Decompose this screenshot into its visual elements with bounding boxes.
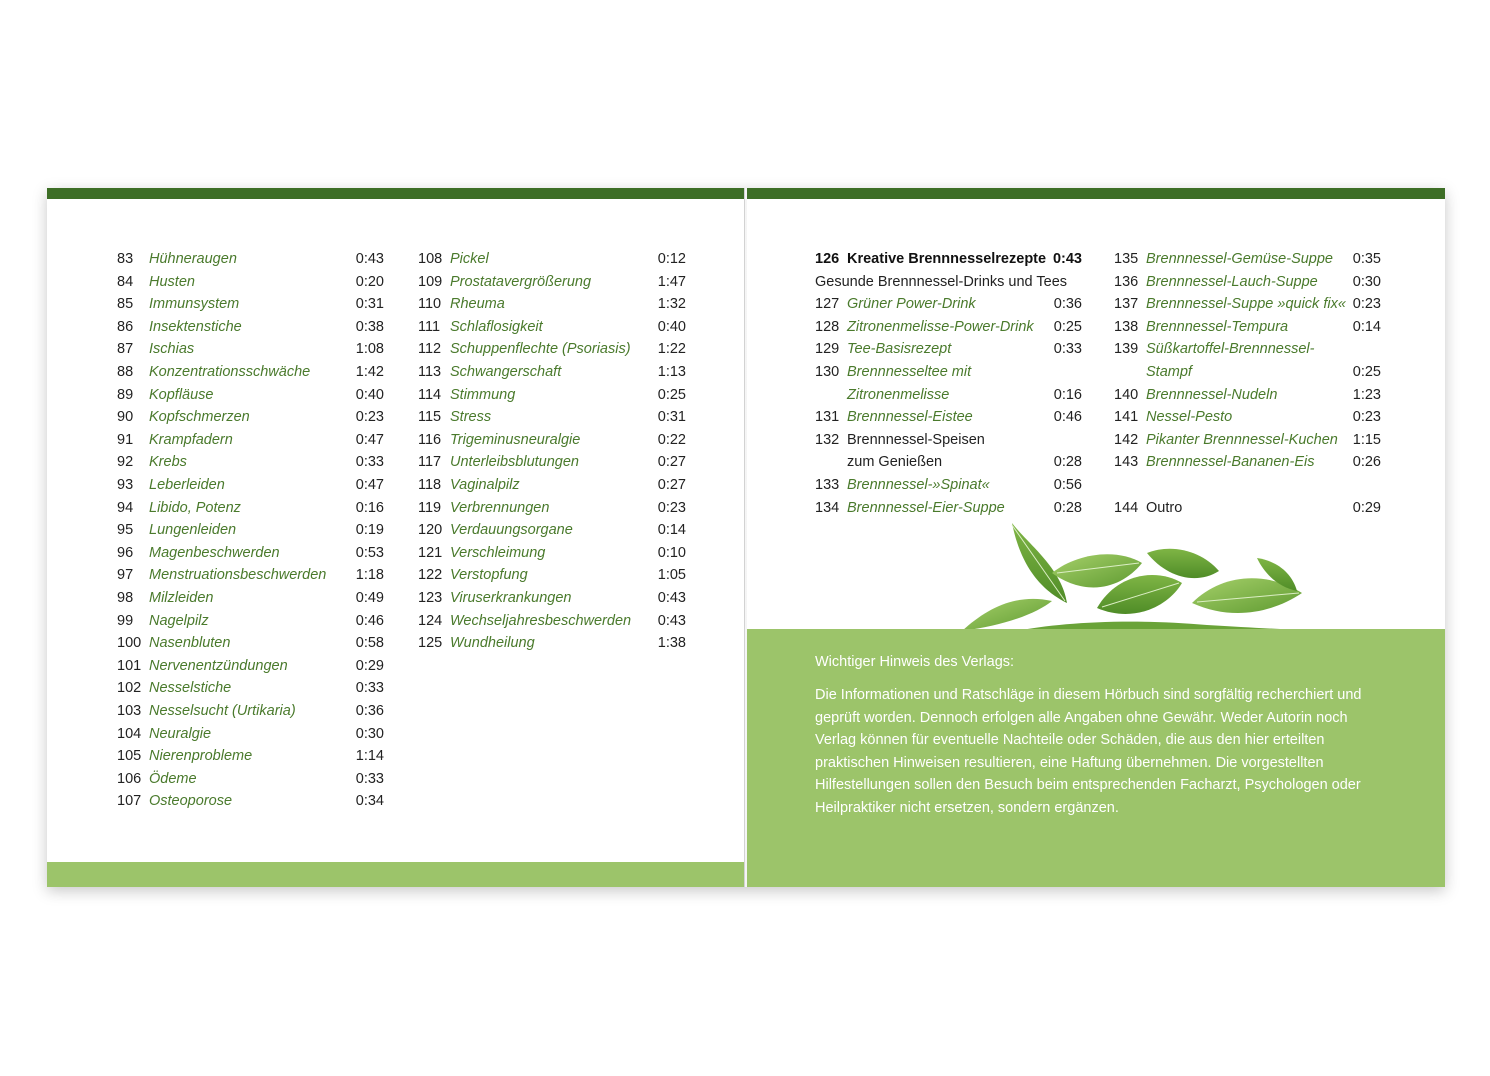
track-title: Neuralgie — [149, 725, 212, 742]
track-duration: 0:26 — [1352, 454, 1381, 471]
track-duration: 1:23 — [1352, 386, 1381, 403]
track-duration: 0:46 — [1053, 409, 1082, 426]
track-title: Brennnessel-Eier-Suppe — [847, 499, 1005, 516]
track-number: 136 — [1114, 273, 1139, 290]
booklet-spread — [47, 188, 1445, 887]
track-number: 98 — [117, 590, 134, 606]
track-title: Nasenbluten — [149, 635, 231, 652]
track-duration: 0:31 — [657, 409, 686, 426]
track-number: 126 — [815, 251, 840, 267]
track-number: 127 — [815, 296, 840, 313]
track-number: 107 — [117, 793, 142, 810]
track-number: 108 — [418, 251, 443, 267]
track-row — [418, 474, 686, 496]
track-duration: 0:16 — [1053, 386, 1082, 403]
track-duration: 0:19 — [355, 522, 384, 539]
track-duration: 0:22 — [657, 431, 686, 448]
track-duration: 0:25 — [1352, 364, 1381, 380]
track-title: Grüner Power-Drink — [847, 296, 976, 313]
track-row — [1114, 293, 1381, 315]
track-title: Verschleimung — [450, 544, 546, 561]
track-title: Immunsystem — [149, 296, 240, 313]
track-row — [815, 361, 1082, 383]
track-duration: 0:58 — [355, 635, 384, 652]
track-duration: 0:23 — [1352, 409, 1381, 426]
track-row — [117, 723, 384, 745]
track-number: 119 — [418, 499, 442, 516]
track-row — [117, 610, 384, 632]
track-duration: 0:23 — [1352, 296, 1381, 313]
track-number: 140 — [1114, 386, 1139, 403]
track-duration: 0:25 — [1053, 318, 1082, 335]
track-title: Nessel-Pesto — [1146, 409, 1233, 426]
track-duration: 0:20 — [355, 273, 384, 290]
track-duration: 0:14 — [657, 522, 686, 539]
track-title: Stampf — [1146, 364, 1192, 380]
track-row — [815, 429, 1082, 451]
track-title: Menstruationsbeschwerden — [149, 567, 327, 584]
track-row — [117, 587, 384, 609]
track-number: 114 — [418, 386, 442, 403]
track-duration: 1:13 — [657, 364, 686, 380]
track-row — [1114, 406, 1381, 428]
track-number: 85 — [117, 296, 134, 313]
section-subheading-title: zum Genießen — [847, 454, 943, 471]
track-row — [117, 406, 384, 428]
track-duration: 0:35 — [1352, 251, 1381, 267]
track-number: 128 — [815, 318, 840, 335]
track-duration: 0:43 — [1052, 251, 1082, 267]
track-number: 113 — [418, 364, 442, 380]
track-number: 91 — [117, 431, 134, 448]
track-duration: 0:34 — [355, 793, 384, 810]
track-number: 115 — [418, 409, 442, 426]
section-heading-title: Kreative Brennnesselrezepte — [847, 251, 1047, 267]
track-number: 109 — [418, 273, 443, 290]
track-row — [117, 564, 384, 586]
track-duration: 0:40 — [657, 318, 686, 335]
track-row — [117, 677, 384, 699]
track-duration: 0:30 — [355, 725, 384, 742]
track-duration: 1:32 — [657, 296, 686, 313]
track-duration: 0:25 — [657, 386, 686, 403]
track-number: 94 — [117, 499, 134, 516]
track-row — [117, 745, 384, 767]
track-title: Kopfläuse — [149, 386, 214, 403]
track-number: 125 — [418, 635, 443, 652]
top-bar — [47, 188, 744, 199]
track-number: 118 — [418, 477, 442, 493]
track-number: 86 — [117, 318, 134, 335]
track-row — [117, 632, 384, 654]
track-duration: 0:46 — [355, 612, 384, 629]
track-row — [117, 542, 384, 564]
track-row — [418, 271, 686, 293]
track-title: Lungenleiden — [149, 522, 237, 539]
track-title: Nervenentzündungen — [149, 657, 288, 674]
track-title: Schlaflosigkeit — [450, 318, 543, 335]
track-row — [117, 293, 384, 315]
track-number: 142 — [1114, 431, 1139, 448]
track-number: 99 — [117, 612, 134, 629]
track-duration: 1:14 — [355, 748, 384, 765]
track-duration: 0:38 — [355, 318, 384, 335]
track-title: Pikanter Brennnessel-Kuchen — [1146, 431, 1338, 448]
track-number: 135 — [1114, 251, 1139, 267]
track-number: 97 — [117, 567, 134, 584]
track-duration: 1:15 — [1352, 431, 1381, 448]
track-row — [117, 497, 384, 519]
track-title: Hühneraugen — [149, 251, 237, 267]
track-duration: 0:43 — [355, 251, 384, 267]
track-title: Brennnessel-Bananen-Eis — [1146, 454, 1315, 471]
track-duration: 1:47 — [657, 273, 686, 290]
track-title: Ischias — [149, 341, 195, 358]
track-number: 90 — [117, 409, 134, 426]
track-title: Libido, Potenz — [149, 499, 241, 516]
track-row — [418, 248, 686, 270]
track-title: Nierenprobleme — [149, 748, 253, 765]
track-title: Insektenstiche — [149, 318, 242, 335]
track-title: Konzentrationsschwäche — [149, 364, 311, 380]
track-number: 88 — [117, 364, 134, 380]
track-row — [1114, 429, 1381, 451]
track-row — [418, 632, 686, 654]
track-row-continued — [815, 384, 1082, 406]
track-number: 116 — [418, 431, 442, 448]
top-bar — [747, 188, 1445, 199]
track-duration: 0:33 — [355, 680, 384, 697]
track-title: Pickel — [450, 251, 489, 267]
section-heading-row — [815, 248, 1082, 270]
track-number: 123 — [418, 590, 443, 606]
track-duration: 0:47 — [355, 431, 384, 448]
track-number: 100 — [117, 635, 142, 652]
track-title: Verdauungsorgane — [450, 522, 573, 539]
track-number: 117 — [418, 454, 442, 471]
track-duration: 0:16 — [355, 499, 384, 516]
track-row — [418, 610, 686, 632]
track-row — [1114, 384, 1381, 406]
track-duration: 0:33 — [1053, 341, 1082, 358]
track-duration: 0:12 — [657, 251, 686, 267]
track-duration: 0:56 — [1053, 477, 1082, 493]
left-page — [47, 188, 745, 887]
track-number: 137 — [1114, 296, 1139, 313]
track-duration: 0:29 — [355, 657, 384, 674]
track-number: 139 — [1114, 341, 1139, 358]
track-title: Magenbeschwerden — [149, 544, 280, 561]
track-duration: 0:43 — [657, 590, 686, 606]
track-duration: 0:29 — [1352, 499, 1381, 516]
track-number: 141 — [1114, 409, 1139, 426]
track-number: 89 — [117, 386, 134, 403]
track-row — [1114, 338, 1381, 360]
track-number: 111 — [418, 318, 441, 335]
track-row — [418, 316, 686, 338]
track-row — [418, 293, 686, 315]
track-row — [418, 451, 686, 473]
track-number: 138 — [1114, 318, 1139, 335]
track-row — [418, 361, 686, 383]
track-duration: 0:53 — [355, 544, 384, 561]
track-title: Brennnessel-Lauch-Suppe — [1146, 273, 1318, 290]
track-number: 132 — [815, 431, 840, 448]
track-duration: 0:31 — [355, 296, 384, 313]
track-number: 101 — [117, 657, 142, 674]
track-title: Osteoporose — [149, 793, 233, 810]
track-title: Schuppenflechte (Psoriasis) — [450, 341, 631, 358]
track-title: Nesselstiche — [149, 680, 232, 697]
track-title: Ödeme — [149, 770, 197, 787]
track-number: 105 — [117, 748, 142, 765]
track-number: 103 — [117, 703, 142, 719]
track-title: Süßkartoffel-Brennnessel- — [1146, 341, 1315, 358]
track-row — [117, 429, 384, 451]
track-title: Prostatavergrößerung — [450, 273, 592, 290]
track-row — [117, 790, 384, 812]
track-title: Kopfschmerzen — [149, 409, 250, 426]
subheading: Gesunde Brennnessel-Drinks und Tees — [815, 273, 1068, 290]
track-number: 95 — [117, 522, 134, 539]
bottom-bar — [47, 862, 744, 887]
notice-text: Die Informationen und Ratschläge in diesem Hörbuch sind sorgfältig recherchiert und geprüft worden. Dennoch erfolgen alle Angaben ohne Gewähr. Weder Autorin noch Verlag können für eventuelle Nachteile oder Schäden, die aus den hier erteilten praktischen Hinweisen resultieren, eine Haftung übernehmen. Die vorgestellten Hilfestellungen sollen den Besuch beim entsprechenden Facharzt, Psychologen oder Heilpraktiker nicht ersetzen, sondern ergänzen. — [815, 687, 1362, 816]
track-title: Zitronenmelisse-Power-Drink — [847, 318, 1034, 335]
track-row — [117, 519, 384, 541]
nettle-leaves-illustration — [957, 513, 1327, 633]
track-row — [418, 338, 686, 360]
track-title: Schwangerschaft — [450, 364, 562, 380]
track-row — [117, 768, 384, 790]
track-duration: 1:05 — [657, 567, 686, 584]
track-number: 124 — [418, 612, 443, 629]
right-page — [747, 188, 1445, 887]
track-row — [117, 655, 384, 677]
track-duration: 0:40 — [355, 386, 384, 403]
track-row — [117, 474, 384, 496]
track-row — [117, 451, 384, 473]
track-number: 131 — [815, 409, 840, 426]
track-row — [418, 406, 686, 428]
track-row — [1114, 271, 1381, 293]
track-number: 87 — [117, 341, 134, 358]
track-title: Outro — [1146, 499, 1183, 516]
track-row — [117, 338, 384, 360]
track-duration: 1:22 — [657, 341, 686, 358]
track-title: Brennnessel-»Spinat« — [847, 477, 990, 493]
track-number: 92 — [117, 454, 134, 471]
track-duration: 1:08 — [355, 341, 384, 358]
track-row — [418, 542, 686, 564]
track-number: 120 — [418, 522, 443, 539]
track-row — [117, 361, 384, 383]
track-number: 102 — [117, 680, 142, 697]
track-row — [418, 497, 686, 519]
track-number: 83 — [117, 251, 134, 267]
track-number: 133 — [815, 477, 840, 493]
track-duration: 1:18 — [355, 567, 384, 584]
track-row-continued — [815, 451, 1082, 473]
track-number: 104 — [117, 725, 142, 742]
track-number: 143 — [1114, 454, 1139, 471]
track-duration: 0:23 — [355, 409, 384, 426]
track-duration: 0:28 — [1053, 499, 1082, 516]
track-title: Brennnessel-Nudeln — [1146, 386, 1278, 403]
track-duration: 0:30 — [1352, 273, 1381, 290]
track-number: 130 — [815, 364, 840, 380]
track-title: Brennnessel-Gemüse-Suppe — [1146, 251, 1333, 267]
track-number: 96 — [117, 544, 134, 561]
track-title: Unterleibsblutungen — [450, 454, 579, 471]
track-title: Milzleiden — [149, 590, 214, 606]
track-title: Tee-Basisrezept — [847, 341, 952, 358]
track-title: Verstopfung — [450, 567, 528, 584]
track-number: 84 — [117, 273, 134, 290]
track-row — [815, 406, 1082, 428]
track-row — [815, 474, 1082, 496]
track-row — [117, 384, 384, 406]
track-title: Zitronenmelisse — [847, 386, 950, 403]
track-title: Rheuma — [450, 296, 505, 313]
track-duration: 0:27 — [657, 454, 686, 471]
track-title: Viruserkrankungen — [450, 590, 572, 606]
track-duration: 1:38 — [657, 635, 686, 652]
track-number: 110 — [418, 296, 442, 313]
track-duration: 0:33 — [355, 454, 384, 471]
notice-title: Wichtiger Hinweis des Verlags: — [815, 654, 1015, 670]
track-duration: 0:49 — [355, 590, 384, 606]
track-duration: 0:36 — [1053, 296, 1082, 313]
track-title: Verbrennungen — [450, 499, 550, 516]
track-number: 106 — [117, 770, 142, 787]
track-title: Vaginalpilz — [450, 477, 520, 493]
publisher-notice-box — [747, 629, 1445, 887]
track-row — [418, 429, 686, 451]
track-title: Wundheilung — [450, 635, 535, 652]
track-number: 121 — [418, 544, 443, 561]
track-title: Nesselsucht (Urtikaria) — [149, 703, 296, 719]
track-row — [1114, 316, 1381, 338]
track-duration: 0:23 — [657, 499, 686, 516]
track-number: 93 — [117, 477, 134, 493]
track-number: 122 — [418, 567, 443, 584]
track-row — [1114, 248, 1381, 270]
track-number: 144 — [1114, 499, 1139, 516]
track-row — [117, 271, 384, 293]
track-title: Nagelpilz — [149, 612, 209, 629]
track-title: Krampfadern — [149, 431, 233, 448]
track-row — [815, 338, 1082, 360]
track-duration: 0:10 — [657, 544, 686, 561]
track-number: 134 — [815, 499, 840, 516]
track-title: Stress — [450, 409, 492, 426]
track-title: Krebs — [149, 454, 187, 471]
track-duration: 0:43 — [657, 612, 686, 629]
track-title: Stimmung — [450, 386, 516, 403]
track-duration: 0:28 — [1053, 454, 1082, 471]
track-row — [418, 519, 686, 541]
track-row — [418, 587, 686, 609]
track-title: Brennnessel-Eistee — [847, 409, 973, 426]
track-duration: 0:14 — [1352, 318, 1381, 335]
track-row — [815, 293, 1082, 315]
track-title: Brennnesseltee mit — [847, 364, 972, 380]
track-row — [1114, 451, 1381, 473]
track-title: Leberleiden — [149, 477, 225, 493]
section-subheading-title: Brennnessel-Speisen — [847, 431, 985, 448]
track-duration: 0:33 — [355, 770, 384, 787]
track-duration: 0:47 — [355, 477, 384, 493]
track-row — [117, 248, 384, 270]
track-row — [418, 384, 686, 406]
track-duration: 0:36 — [355, 703, 384, 719]
track-title: Husten — [149, 273, 195, 290]
track-number: 129 — [815, 341, 840, 358]
track-title: Brennnessel-Suppe »quick fix« — [1146, 296, 1346, 313]
track-title: Wechseljahresbeschwerden — [450, 612, 632, 629]
track-row — [117, 316, 384, 338]
track-title: Trigeminusneuralgie — [450, 431, 581, 448]
track-duration: 1:42 — [355, 364, 384, 380]
track-title: Brennnessel-Tempura — [1146, 318, 1289, 335]
track-row-continued — [1114, 361, 1381, 383]
track-row — [418, 564, 686, 586]
track-row — [117, 700, 384, 722]
track-duration: 0:27 — [657, 477, 686, 493]
track-row — [815, 316, 1082, 338]
track-number: 112 — [418, 341, 442, 358]
